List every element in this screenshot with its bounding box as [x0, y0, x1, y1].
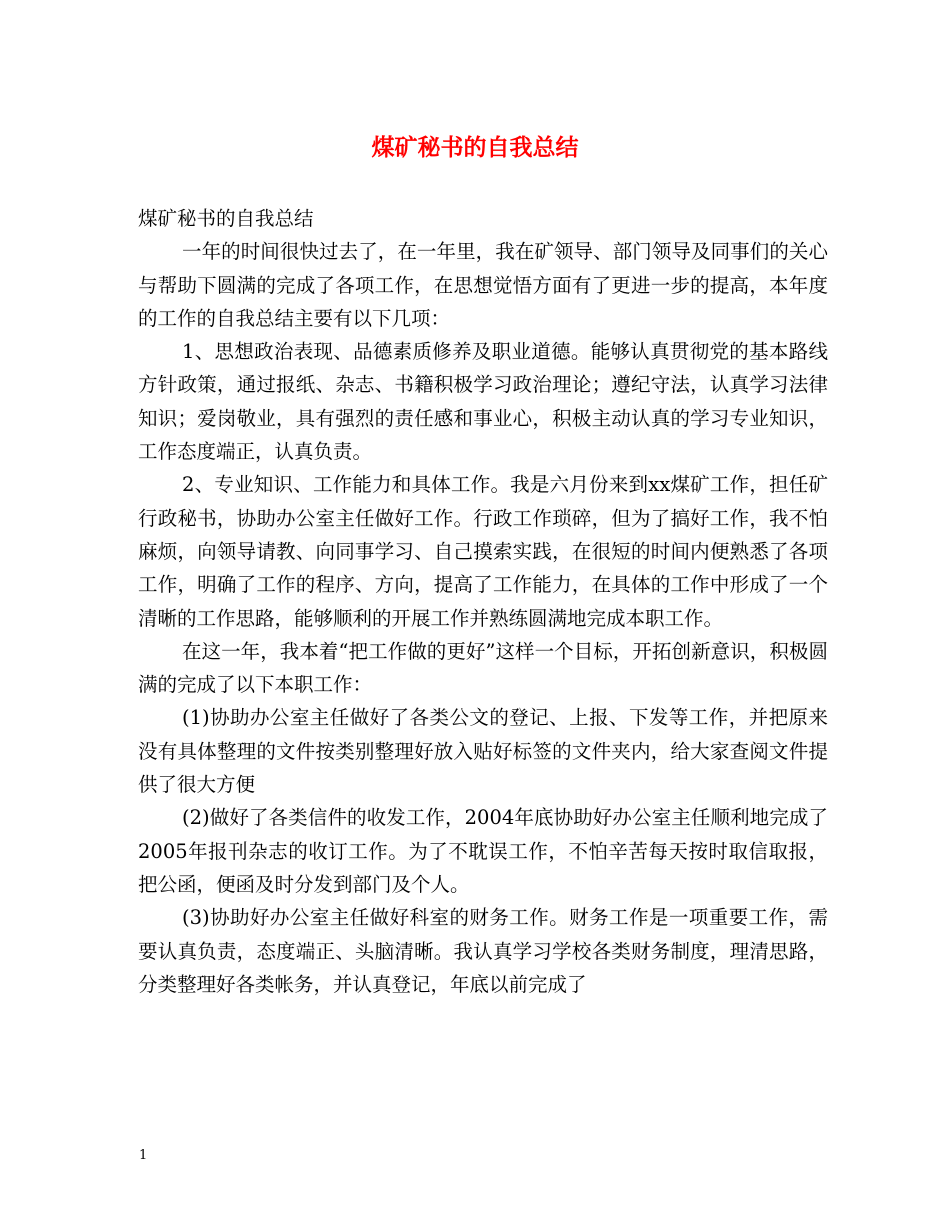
document-subtitle: 煤矿秘书的自我总结 [138, 207, 314, 230]
document-body [138, 202, 828, 1001]
paragraph-subitem-1: (1)协助办公室主任做好了各类公文的登记、上报、下发等工作，并把原来没有具体整理的文件按类别整理好放入贴好标签的文件夹内，给大家查阅文件提供了很大方便 [138, 706, 828, 797]
paragraph-subitem-2: (2)做好了各类信件的收发工作，2004年底协助好办公室主任顺利地完成了2005年报刊杂志的收订工作。为了不耽误工作，不怕辛苦每天按时取信取报，把公函，便函及时分发到部门及个人。 [138, 806, 828, 896]
paragraph-goal: 在这一年，我本着“把工作做的更好”这样一个目标，开拓创新意识，积极圆满的完成了以下本职工作： [138, 639, 828, 697]
page-title: 煤矿秘书的自我总结 [371, 134, 579, 161]
paragraph-item-1: 1、思想政治表现、品德素质修养及职业道德。能够认真贯彻党的基本路线方针政策，通过报纸、杂志、书籍积极学习政治理论；遵纪守法，认真学习法律知识；爱岗敬业，具有强烈的责任感和事业心，积极主动认真的学习专业知识，工作态度端正，认真负责。 [138, 340, 828, 464]
paragraph-item-2: 2、专业知识、工作能力和具体工作。我是六月份来到xx煤矿工作，担任矿行政秘书，协助办公室主任做好工作。行政工作琐碎，但为了搞好工作，我不怕麻烦，向领导请教、向同事学习、自己摸索实践，在很短的时间内便熟悉了各项工作，明确了工作的程序、方向，提高了工作能力，在具体的工作中形成了一个清晰的工作思路，能够顺利的开展工作并熟练圆满地完成本职工作。 [138, 473, 828, 630]
page-number: 1 [139, 1148, 148, 1163]
paragraph-subitem-3: (3)协助好办公室主任做好科室的财务工作。财务工作是一项重要工作，需要认真负责，态度端正、头脑清晰。我认真学习学校各类财务制度，理清思路，分类整理好各类帐务，并认真登记，年底以前完成了 [138, 906, 828, 996]
paragraph-intro: 一年的时间很快过去了，在一年里，我在矿领导、部门领导及同事们的关心与帮助下圆满的完成了各项工作，在思想觉悟方面有了更进一步的提高，本年度的工作的自我总结主要有以下几项： [138, 240, 828, 330]
